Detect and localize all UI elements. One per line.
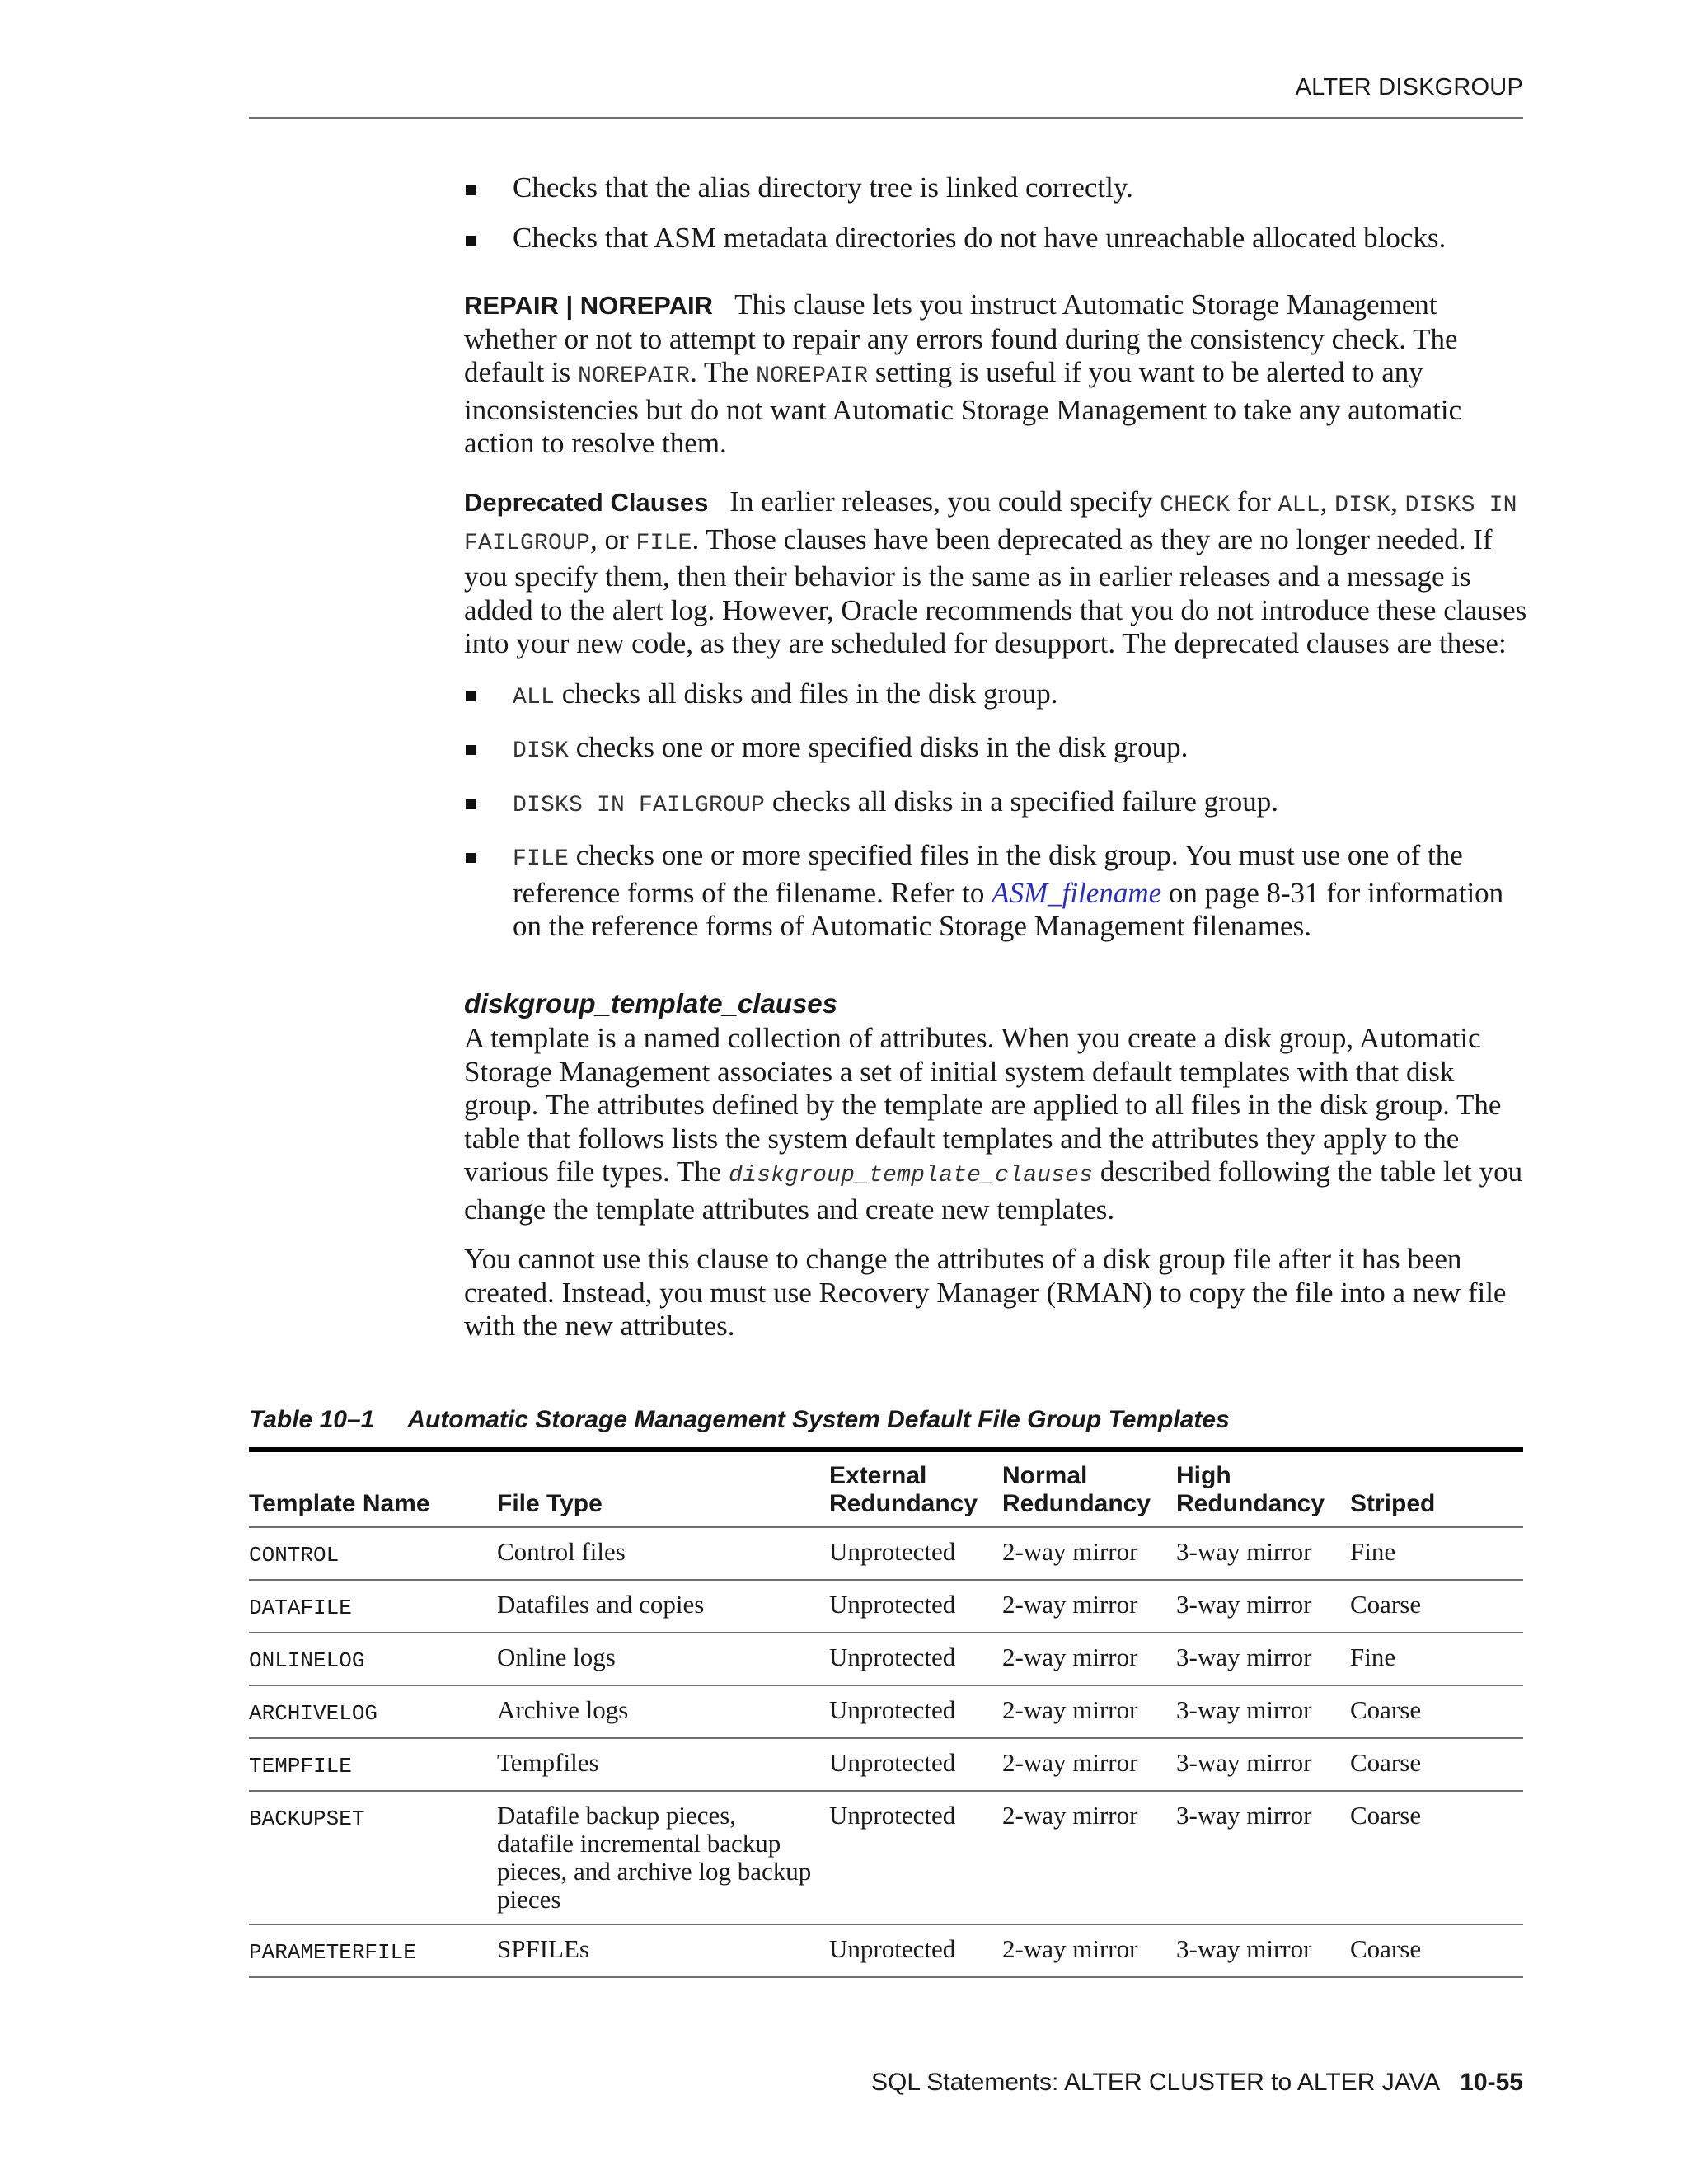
template-paragraph-1: A template is a named collection of attributes. When you create a disk group, Automatic Storage Management associates a set of initial system default templates with that disk group. The attributes defined by the template are applied to all files in the disk group. The table that follows lists the system default templates and the attributes they apply to the various file types. The diskgroup_template_clauses described following the table let you change the template attributes and create new templates. xyxy=(464,1022,1523,1226)
file-type-cell: SPFILEs xyxy=(497,1924,829,1977)
table-row xyxy=(249,1580,1523,1633)
check-bullet-list xyxy=(464,171,1527,255)
template-section xyxy=(464,986,1527,1343)
table-caption xyxy=(249,1406,1230,1434)
file-type-cell: Tempfiles xyxy=(497,1738,829,1791)
high-redundancy-cell: 3-way mirror xyxy=(1176,1791,1350,1924)
footer-title: SQL Statements: ALTER CLUSTER to ALTER JAVA xyxy=(871,2069,1441,2096)
square-bullet-icon xyxy=(466,185,476,195)
check-bullets-block xyxy=(464,171,1527,255)
high-redundancy-cell: 3-way mirror xyxy=(1176,1580,1350,1633)
running-header-title: ALTER DISKGROUP xyxy=(1295,74,1523,101)
list-item: DISK checks one or more specified disks in the disk group. xyxy=(464,731,1527,769)
table-header-row xyxy=(249,1450,1523,1527)
file-type-cell: Archive logs xyxy=(497,1685,829,1738)
file-type-cell: Online logs xyxy=(497,1633,829,1685)
external-redundancy-cell: Unprotected xyxy=(829,1527,1002,1580)
templates-table xyxy=(249,1447,1523,1978)
normal-redundancy-cell: 2-way mirror xyxy=(1002,1633,1176,1685)
deprecated-clause-list xyxy=(464,677,1527,944)
section-heading: diskgroup_template_clauses xyxy=(464,988,838,1019)
striped-cell: Fine xyxy=(1350,1527,1523,1580)
page-footer xyxy=(871,2069,1523,2097)
external-redundancy-cell: Unprotected xyxy=(829,1580,1002,1633)
template-paragraph-2: You cannot use this clause to change the attributes of a disk group file after it has been created. Instead, you must use Recovery Manager (RMAN) to copy the file into a new file with the new attributes. xyxy=(464,1243,1507,1342)
striped-cell: Coarse xyxy=(1350,1924,1523,1977)
high-redundancy-cell: 3-way mirror xyxy=(1176,1633,1350,1685)
running-header xyxy=(249,74,1523,119)
external-redundancy-cell: Unprotected xyxy=(829,1924,1002,1977)
list-item: FILE checks one or more specified files in the disk group. You must use one of the reference forms of the filename. Refer to ASM_filename on page 8-31 for information on the reference forms of Automatic Storage Management filenames. xyxy=(464,839,1527,944)
column-header: High Redundancy xyxy=(1176,1450,1350,1527)
template-name-cell: PARAMETERFILE xyxy=(249,1924,497,1977)
template-name-cell: TEMPFILE xyxy=(249,1738,497,1791)
table-title: Automatic Storage Management System Default File Group Templates xyxy=(407,1406,1230,1433)
template-name-cell: CONTROL xyxy=(249,1527,497,1580)
normal-redundancy-cell: 2-way mirror xyxy=(1002,1791,1176,1924)
high-redundancy-cell: 3-way mirror xyxy=(1176,1924,1350,1977)
normal-redundancy-cell: 2-way mirror xyxy=(1002,1527,1176,1580)
normal-redundancy-cell: 2-way mirror xyxy=(1002,1738,1176,1791)
table-row xyxy=(249,1738,1523,1791)
column-header: External Redundancy xyxy=(829,1450,1002,1527)
striped-cell: Coarse xyxy=(1350,1791,1523,1924)
column-header: Template Name xyxy=(249,1450,497,1527)
square-bullet-icon xyxy=(466,236,476,246)
striped-cell: Fine xyxy=(1350,1633,1523,1685)
normal-redundancy-cell: 2-way mirror xyxy=(1002,1924,1176,1977)
list-item: Checks that ASM metadata directories do not have unreachable allocated blocks. xyxy=(464,222,1527,255)
repair-heading: REPAIR | NOREPAIR xyxy=(464,291,714,320)
table-row xyxy=(249,1791,1523,1924)
deprecated-paragraph: Deprecated Clauses In earlier releases, you could specify CHECK for ALL, DISK, DISKS IN FAILGROUP, or FILE. Those clauses have been deprecated as they are no longer needed. If you specify them, then their behavior is the same as in earlier releases and a message is added to the alert log. However, Oracle recommends that you do not introduce these clauses into your new code, as they are scheduled for desupport. The deprecated clauses are these: xyxy=(464,485,1527,659)
normal-redundancy-cell: 2-way mirror xyxy=(1002,1580,1176,1633)
table-row xyxy=(249,1685,1523,1738)
striped-cell: Coarse xyxy=(1350,1738,1523,1791)
column-header: Striped xyxy=(1350,1450,1523,1527)
column-header: File Type xyxy=(497,1450,829,1527)
deprecated-section xyxy=(464,485,1527,944)
list-item: Checks that the alias directory tree is linked correctly. xyxy=(464,171,1527,205)
high-redundancy-cell: 3-way mirror xyxy=(1176,1738,1350,1791)
list-item: ALL checks all disks and files in the disk group. xyxy=(464,677,1527,715)
normal-redundancy-cell: 2-way mirror xyxy=(1002,1685,1176,1738)
file-type-cell: Control files xyxy=(497,1527,829,1580)
external-redundancy-cell: Unprotected xyxy=(829,1791,1002,1924)
external-redundancy-cell: Unprotected xyxy=(829,1738,1002,1791)
high-redundancy-cell: 3-way mirror xyxy=(1176,1527,1350,1580)
square-bullet-icon xyxy=(466,799,476,809)
table-row xyxy=(249,1924,1523,1977)
list-item: DISKS IN FAILGROUP checks all disks in a specified failure group. xyxy=(464,785,1527,823)
page-number: 10-55 xyxy=(1460,2069,1523,2096)
file-type-cell: Datafile backup pieces, datafile incremental backup pieces, and archive log backup pieces xyxy=(497,1791,829,1924)
square-bullet-icon xyxy=(466,691,476,701)
repair-paragraph: REPAIR | NOREPAIR This clause lets you instruct Automatic Storage Management whether or not to attempt to repair any errors found during the consistency check. The default is NOREPAIR. The NOREPAIR setting is useful if you want to be alerted to any inconsistencies but do not want Automatic Storage Management to take any automatic action to resolve them. xyxy=(464,288,1462,459)
external-redundancy-cell: Unprotected xyxy=(829,1685,1002,1738)
table-number: Table 10–1 xyxy=(249,1406,375,1433)
template-name-cell: ONLINELOG xyxy=(249,1633,497,1685)
repair-section xyxy=(464,288,1527,461)
table-row xyxy=(249,1527,1523,1580)
column-header: Normal Redundancy xyxy=(1002,1450,1176,1527)
external-redundancy-cell: Unprotected xyxy=(829,1633,1002,1685)
square-bullet-icon xyxy=(466,853,476,863)
template-name-cell: ARCHIVELOG xyxy=(249,1685,497,1738)
file-type-cell: Datafiles and copies xyxy=(497,1580,829,1633)
striped-cell: Coarse xyxy=(1350,1580,1523,1633)
square-bullet-icon xyxy=(466,745,476,755)
asm-filename-link[interactable]: ASM_filename xyxy=(992,876,1162,909)
high-redundancy-cell: 3-way mirror xyxy=(1176,1685,1350,1738)
table-row xyxy=(249,1633,1523,1685)
template-name-cell: BACKUPSET xyxy=(249,1791,497,1924)
template-name-cell: DATAFILE xyxy=(249,1580,497,1633)
deprecated-heading: Deprecated Clauses xyxy=(464,488,709,517)
striped-cell: Coarse xyxy=(1350,1685,1523,1738)
